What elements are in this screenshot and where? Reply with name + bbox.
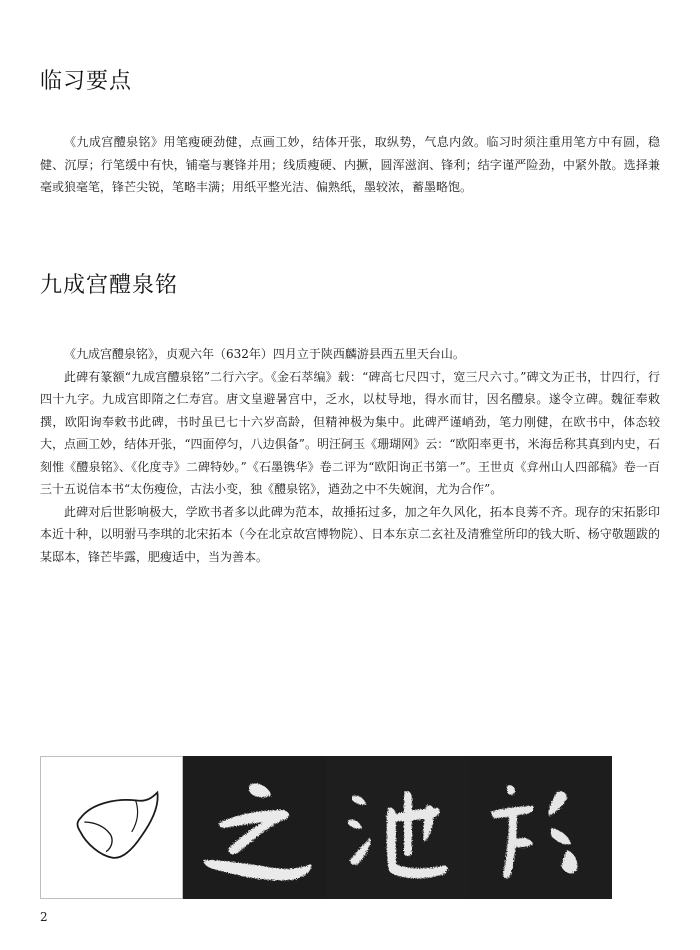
section-title-study-points: 临习要点 bbox=[40, 69, 133, 94]
rubbing-character-chi bbox=[326, 756, 469, 899]
section-title-stele: 九成宫醴泉铭 bbox=[40, 273, 179, 298]
rubbing-character-zhi bbox=[183, 756, 326, 899]
paragraph: 此碑对后世影响极大，学欧书者多以此碑为范本，故捶拓过多，加之年久风化，拓本良莠不齐。现存的宋拓影印本近十种，以明驸马李琪的北宋拓本（今在北京故宫博物院）、日本东京二玄社及清雅堂所印的钱大昕、杨守敬题跋的某邸本，锋芒毕露，肥瘦适中，当为善本。 bbox=[40, 504, 660, 564]
rubbing-image bbox=[469, 756, 612, 899]
paragraph: 此碑有篆额“九成宫醴泉铭”二行六字。《金石萃编》载：“碑高七尺四寸，宽三尺六寸。”碑文为正书，廿四行，行四十九字。九成宫即隋之仁寿宫。唐文皇避暑宫中，乏水，以杖导地，得水而甘，因名醴泉。遂令立碑。魏征奉敕撰，欧阳询奉敕书此碑，书时虽已七十六岁高龄，但精神极为集中。此碑严谨峭劲，笔力刚健，在欧书中，体态较大，点画工妙，结体开张，“四面停匀，八边俱备”。明汪砢玉《珊瑚网》云：“欧阳率更书，米海岳称其真到内史，石刻惟《醴泉铭》、《化度寺》二碑特妙。”《石墨镌华》卷二评为“欧阳询正书第一”。王世贞《弇州山人四部稿》卷一百三十五说信本书“太伤瘦俭，古法小变，独《醴泉铭》，遒劲之中不失婉润，尤为合作”。 bbox=[40, 369, 660, 496]
stele-body bbox=[40, 343, 660, 568]
page-number: 2 bbox=[40, 910, 48, 924]
paragraph: 《九成宫醴泉铭》用笔瘦硬劲健，点画工妙，结体开张，取纵势，气息内敛。临习时须注重用笔方中有圆，稳健、沉厚；行笔缓中有快，铺毫与裹锋并用；线质瘦硬、内撅，圆浑滋润、锋利；结字谨严险劲，中紧外散。选择兼毫或狼毫笔，锋芒尖锐，笔略丰满；用纸平整光洁、偏熟纸，墨较浓，蓄墨略饱。 bbox=[40, 135, 660, 194]
rubbing-image bbox=[326, 756, 469, 899]
paragraph: 《九成宫醴泉铭》，贞观六年（632年）四月立于陕西麟游县西五里天台山。 bbox=[64, 347, 465, 361]
rubbing-character-yu bbox=[469, 756, 612, 899]
rubbing-image bbox=[183, 756, 326, 899]
calligraphy-samples bbox=[40, 756, 612, 899]
study-points-body bbox=[40, 131, 660, 199]
stroke-outline-image bbox=[41, 757, 182, 898]
stroke-outline-diagram bbox=[40, 756, 183, 899]
